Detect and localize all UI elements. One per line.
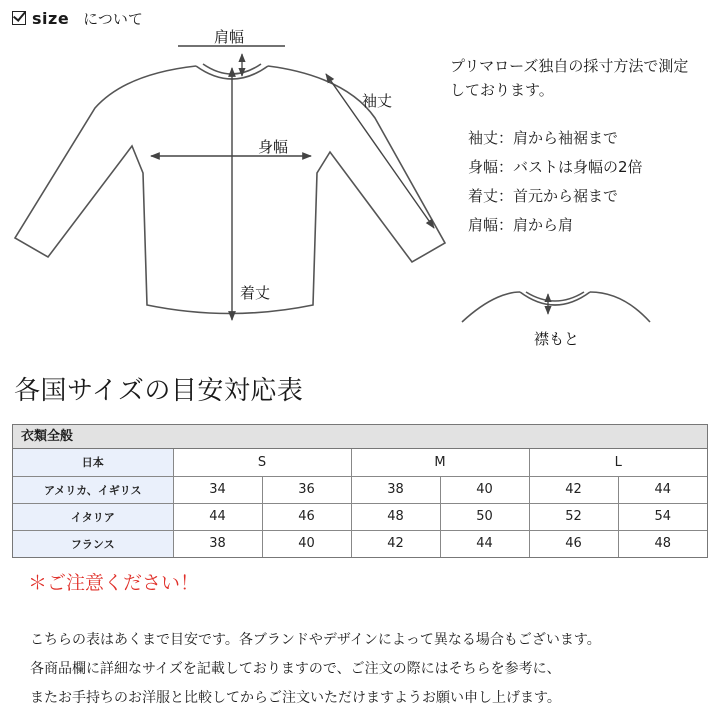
collar-detail <box>462 292 650 322</box>
table-cell: 38 <box>173 530 262 557</box>
row-header-france: フランス <box>13 530 173 557</box>
table-cell: 52 <box>529 503 618 530</box>
table-cell: 50 <box>440 503 529 530</box>
note-line: 各商品欄に詳細なサイズを記載しておりますので、ご注文の際にはそちらを参考に、 <box>30 661 561 677</box>
row-header-us-uk: アメリカ、イギリス <box>13 476 173 503</box>
row-header-japan: 日本 <box>13 449 173 476</box>
section-title: 各国サイズの目安対応表 <box>14 376 304 406</box>
table-cell: 38 <box>351 476 440 503</box>
size-m: M <box>351 449 529 476</box>
table-cell: 48 <box>618 530 707 557</box>
table-cell: 46 <box>529 530 618 557</box>
label-sleeve-length: 袖丈 <box>362 92 393 110</box>
note-line: またお手持ちのお洋服と比較してからご注文いただけますようお願い申し上げます。 <box>30 690 561 706</box>
table-cell: 42 <box>351 530 440 557</box>
definition-item: 着丈：首元から裾まで <box>468 187 619 205</box>
definition-item: 袖丈：肩から袖裾まで <box>468 129 619 147</box>
definition-item: 肩幅：肩から肩 <box>468 216 574 234</box>
table-cell: 46 <box>262 503 351 530</box>
table-cell: 54 <box>618 503 707 530</box>
table-row-header <box>13 449 707 476</box>
table-row <box>13 476 707 503</box>
header-title: size <box>32 8 70 28</box>
caution-heading: ＊ご注意ください！ <box>28 572 200 594</box>
table-cell: 44 <box>173 503 262 530</box>
table-cell: 44 <box>440 530 529 557</box>
table-cell: 48 <box>351 503 440 530</box>
table-cell: 42 <box>529 476 618 503</box>
note-line: こちらの表はあくまで目安です。各ブランドやデザインによって異なる場合もございます。 <box>30 632 601 648</box>
table-caption: 衣類全般 <box>13 425 707 449</box>
row-header-italy: イタリア <box>13 503 173 530</box>
size-s: S <box>173 449 351 476</box>
label-collar: 襟もと <box>534 330 580 348</box>
size-chart-table <box>12 424 708 558</box>
table-cell: 34 <box>173 476 262 503</box>
label-length: 着丈 <box>240 284 271 302</box>
table-cell: 40 <box>440 476 529 503</box>
header-subtitle: について <box>83 9 143 28</box>
measurement-intro: プリマローズ独自の採寸方法で測定しております。 <box>450 57 689 99</box>
table-cell: 44 <box>618 476 707 503</box>
table-row <box>13 530 707 557</box>
label-shoulder-width: 肩幅 <box>214 28 245 46</box>
size-l: L <box>529 449 707 476</box>
table-row <box>13 503 707 530</box>
notes-block <box>30 626 601 713</box>
table-cell: 36 <box>262 476 351 503</box>
definition-item: 身幅：バストは身幅の2倍 <box>468 158 643 176</box>
table-cell: 40 <box>262 530 351 557</box>
label-body-width: 身幅 <box>258 138 289 156</box>
definition-list <box>468 124 643 240</box>
